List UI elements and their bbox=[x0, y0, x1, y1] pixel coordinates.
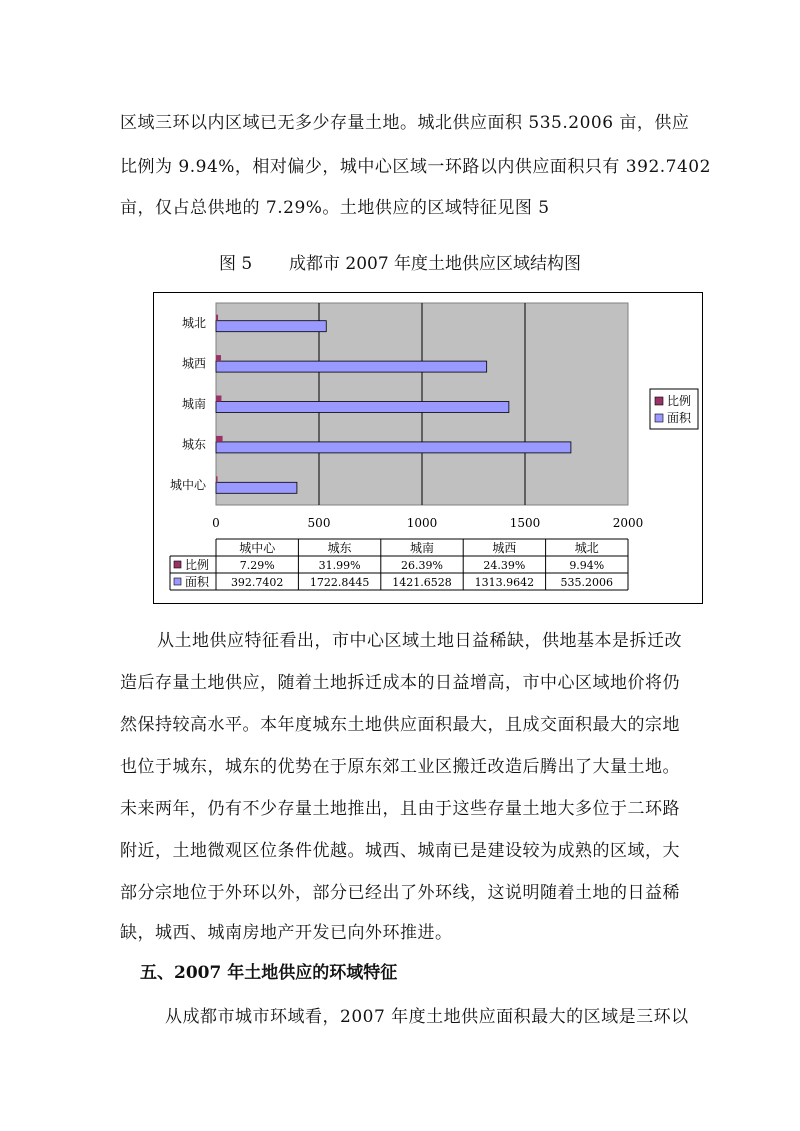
table-swatch bbox=[174, 578, 181, 585]
table-series-label: 面积 bbox=[185, 575, 210, 589]
category-label: 城东 bbox=[181, 437, 206, 452]
table-cell: 9.94% bbox=[569, 559, 605, 572]
legend-swatch bbox=[655, 414, 663, 422]
table-cell: 26.39% bbox=[401, 559, 443, 572]
figure-title: 成都市 2007 年度土地供应区域结构图 bbox=[288, 254, 582, 274]
section-heading: 五、2007 年土地供应的环域特征 bbox=[140, 963, 398, 983]
table-header: 城南 bbox=[409, 541, 435, 555]
x-tick-label: 2000 bbox=[612, 516, 644, 530]
x-tick-label: 0 bbox=[212, 516, 220, 530]
bar-ratio-城东 bbox=[216, 436, 223, 442]
table-cell: 7.29% bbox=[239, 559, 275, 572]
paragraph-line: 附近，土地微观区位条件优越。城西、城南已是建设较为成熟的区域，大 bbox=[120, 841, 680, 861]
paragraph-line: 未来两年，仍有不少存量土地推出，且由于这些存量土地大多位于二环路 bbox=[120, 799, 680, 819]
bar-ratio-城南 bbox=[216, 396, 221, 402]
bar-area-城北 bbox=[216, 321, 326, 332]
paragraph-line: 部分宗地位于外环以外，部分已经出了外环线，这说明随着土地的日益稀 bbox=[120, 883, 680, 903]
table-swatch bbox=[174, 561, 181, 568]
paragraph-line: 亩，仅占总供地的 7.29%。土地供应的区域特征见图 5 bbox=[120, 198, 550, 218]
category-label: 城南 bbox=[181, 397, 206, 411]
table-header: 城西 bbox=[492, 541, 517, 555]
paragraph-line: 造后存量土地供应，随着土地拆迁成本的日益增高，市中心区域地价将仍 bbox=[120, 673, 680, 693]
paragraph-line: 缺，城西、城南房地产开发已向外环推进。 bbox=[120, 923, 453, 943]
table-series-label: 比例 bbox=[185, 558, 210, 572]
x-tick-label: 1000 bbox=[406, 516, 438, 530]
figure-caption bbox=[0, 249, 800, 274]
paragraph-line: 区域三环以内区域已无多少存量土地。城北供应面积 535.2006 亩，供应 bbox=[120, 113, 690, 133]
bar-ratio-城西 bbox=[216, 355, 221, 361]
bar-chart bbox=[154, 293, 702, 603]
bar-area-城西 bbox=[216, 361, 487, 372]
x-tick-label: 1500 bbox=[509, 516, 541, 530]
table-cell: 1313.9642 bbox=[474, 576, 535, 589]
bar-area-城南 bbox=[216, 402, 509, 413]
bar-area-城东 bbox=[216, 442, 571, 453]
table-header: 城东 bbox=[327, 541, 352, 555]
legend-label: 面积 bbox=[667, 411, 692, 425]
category-label: 城西 bbox=[181, 356, 206, 371]
paragraph-line: 比例为 9.94%，相对偏少，城中心区域一环路以内供应面积只有 392.7402 bbox=[120, 157, 711, 177]
bar-ratio-城中心 bbox=[216, 476, 218, 482]
category-label: 城中心 bbox=[169, 477, 206, 492]
figure-number: 图 5 bbox=[218, 254, 253, 274]
table-cell: 24.39% bbox=[483, 559, 526, 572]
bar-ratio-城北 bbox=[216, 315, 218, 321]
legend-swatch bbox=[655, 397, 663, 405]
chart-container bbox=[153, 292, 703, 604]
table-cell: 535.2006 bbox=[560, 576, 614, 589]
bar-area-城中心 bbox=[216, 482, 297, 493]
legend-label: 比例 bbox=[667, 394, 692, 408]
paragraph-line: 也位于城东，城东的优势在于原东郊工业区搬迁改造后腾出了大量土地。 bbox=[120, 757, 680, 777]
category-label: 城北 bbox=[181, 316, 206, 331]
table-header: 城中心 bbox=[239, 541, 276, 555]
table-cell: 1421.6528 bbox=[392, 576, 452, 589]
table-cell: 392.7402 bbox=[230, 576, 284, 589]
table-cell: 1722.8445 bbox=[309, 576, 370, 589]
paragraph-line: 从土地供应特征看出，市中心区域土地日益稀缺，供地基本是拆迁改 bbox=[157, 631, 682, 651]
table-cell: 31.99% bbox=[318, 559, 361, 572]
paragraph-line: 从成都市城市环域看，2007 年度土地供应面积最大的区域是三环以 bbox=[165, 1007, 689, 1027]
table-header: 城北 bbox=[574, 541, 599, 555]
x-tick-label: 500 bbox=[307, 516, 331, 530]
paragraph-line: 然保持较高水平。本年度城东土地供应面积最大，且成交面积最大的宗地 bbox=[120, 715, 680, 735]
